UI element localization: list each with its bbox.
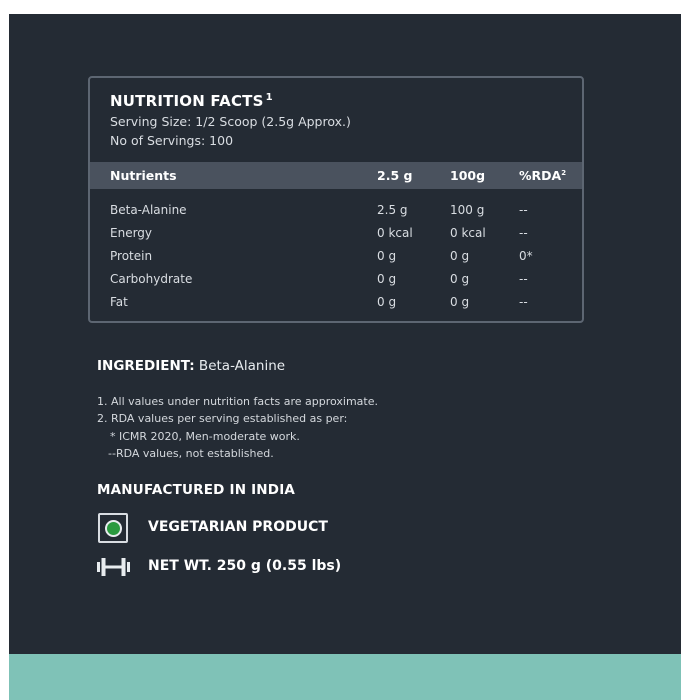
nutrient-rda: -- — [519, 295, 528, 309]
nutrient-rda: -- — [519, 226, 528, 240]
nutrient-per-100g: 0 kcal — [450, 226, 486, 240]
nutrient-per-serving: 0 g — [377, 249, 397, 263]
ingredient-value: Beta-Alanine — [194, 358, 286, 374]
nutrient-per-100g: 0 g — [450, 249, 470, 263]
footnote-icmr: * ICMR 2020, Men-moderate work. — [110, 430, 300, 443]
accent-band — [9, 654, 681, 700]
nutrient-per-100g: 0 g — [450, 295, 470, 309]
net-weight-label: NET WT. 250 g (0.55 lbs) — [148, 558, 342, 574]
nutrient-per-serving: 0 g — [377, 295, 397, 309]
nutrient-per-100g: 100 g — [450, 203, 485, 217]
table-row — [90, 203, 582, 225]
dumbbell-icon — [97, 558, 130, 576]
footnote-rda-not-established: --RDA values, not established. — [108, 447, 274, 460]
table-row — [90, 295, 582, 317]
nutrient-rda: -- — [519, 272, 528, 286]
nutrient-rda: 0* — [519, 249, 533, 263]
nutrient-per-100g: 0 g — [450, 272, 470, 286]
veg-symbol-icon — [98, 513, 128, 543]
nutrient-per-serving: 2.5 g — [377, 203, 408, 217]
nutrition-facts-box — [88, 76, 584, 323]
vegetarian-label: VEGETARIAN PRODUCT — [148, 519, 328, 535]
nutrient-per-serving: 0 kcal — [377, 226, 413, 240]
header-per-serving: 2.5 g — [377, 168, 413, 183]
ingredient-line — [97, 358, 285, 374]
table-row — [90, 226, 582, 248]
header-nutrients: Nutrients — [110, 168, 177, 183]
footnote-2: 2. RDA values per serving established as per: — [97, 412, 348, 425]
header-rda: %RDA$^2$ — [519, 168, 567, 183]
nutrient-name: Beta-Alanine — [110, 203, 187, 217]
serving-size: Serving Size: 1/2 Scoop (2.5g Approx.) — [110, 114, 351, 129]
nutrition-table-header — [90, 162, 582, 189]
table-row — [90, 249, 582, 271]
table-row — [90, 272, 582, 294]
nutrient-per-serving: 0 g — [377, 272, 397, 286]
nutrient-name: Protein — [110, 249, 153, 263]
nutrient-name: Energy — [110, 226, 153, 240]
servings-count: No of Servings: 100 — [110, 133, 234, 148]
manufactured-in: MANUFACTURED IN INDIA — [97, 482, 296, 498]
nutrient-rda: -- — [519, 203, 528, 217]
footnote-1: 1. All values under nutrition facts are approximate. — [97, 395, 378, 408]
ingredient-label: INGREDIENT: — [97, 358, 195, 374]
nutrient-name: Fat — [110, 295, 128, 309]
nutrition-facts-title: NUTRITION FACTS $^1$ — [110, 92, 273, 110]
nutrient-name: Carbohydrate — [110, 272, 193, 286]
header-per-100g: 100g — [450, 168, 486, 183]
